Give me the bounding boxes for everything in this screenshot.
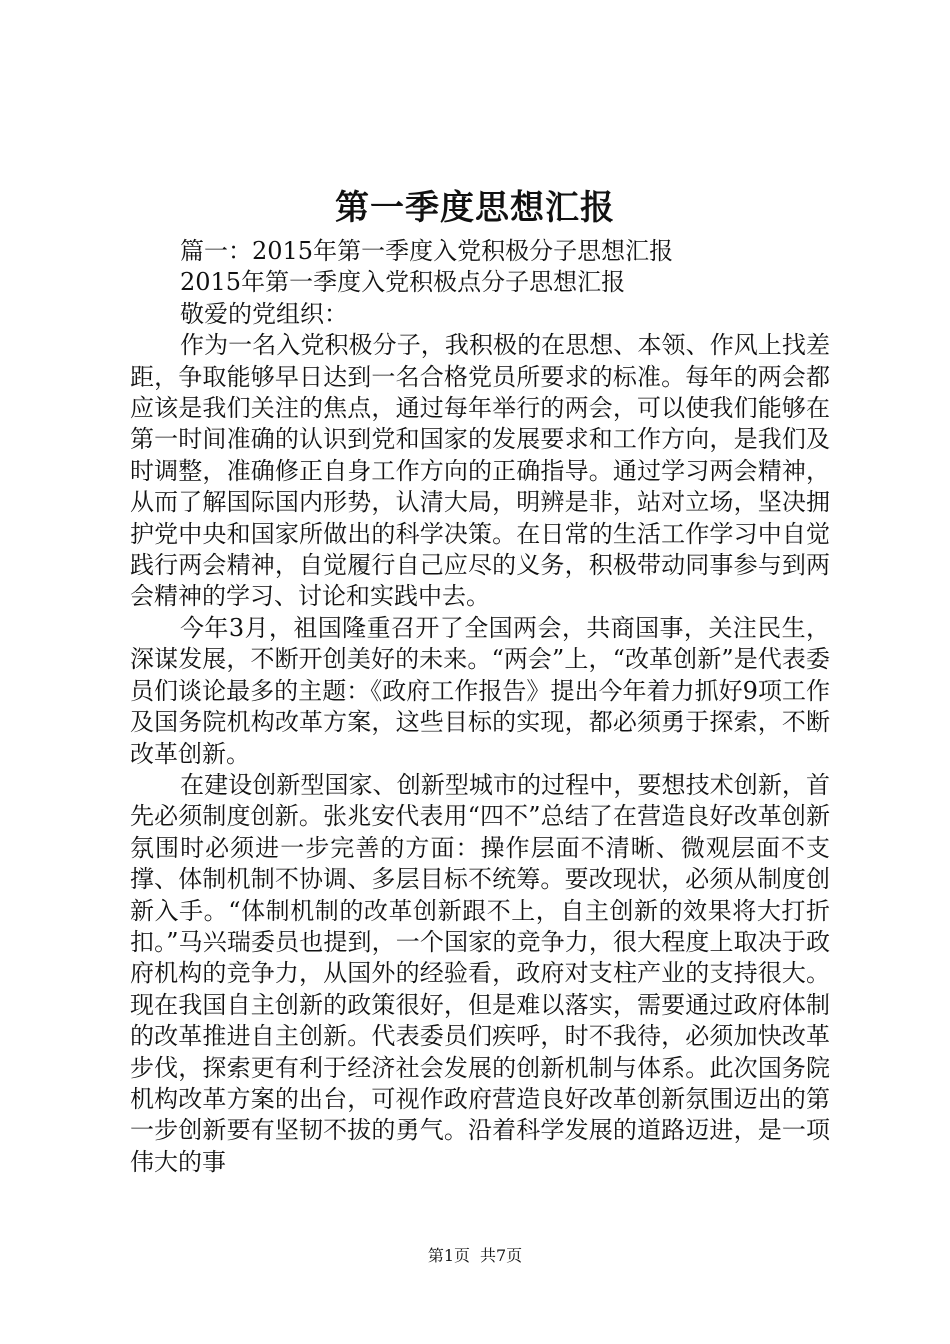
paragraph-section-heading: 篇一：2015年第一季度入党积极分子思想汇报 <box>180 237 674 265</box>
page-footer <box>0 1246 950 1266</box>
paragraph-subtitle: 2015年第一季度入党积极点分子思想汇报 <box>180 268 626 297</box>
page-total: 共7页 <box>480 1246 523 1265</box>
paragraph-body-2: 今年3月，祖国隆重召开了全国两会，共商国事，关注民生，深谋发展，不断开创美好的未来。“两会”上，“改革创新”是代表委员们谈论最多的主题：《政府工作报告》提出今年着力抓好9项工作及国务院机构改革方案，这些目标的实现，都必须勇于探索，不断改革创新。 <box>130 613 830 768</box>
paragraph-body-3: 在建设创新型国家、创新型城市的过程中，要想技术创新，首先必须制度创新。张兆安代表用“四不”总结了在营造良好改革创新氛围时必须进一步完善的方面：操作层面不清晰、微观层面不支撑、体制机制不协调、多层目标不统筹。要改现状，必须从制度创新入手。“体制机制的改革创新跟不上，自主创新的效果将大打折扣。”马兴瑞委员也提到，一个国家的竞争力，很大程度上取决于政府机构的竞争力，从国外的经验看，政府对支柱产业的支持很大。现在我国自主创新的政策很好，但是难以落实，需要通过政府体制的改革推进自主创新。代表委员们疾呼，时不我待，必须加快改革步伐，探索更有利于经济社会发展的创新机制与体系。此次国务院机构改革方案的出台，可视作政府营造良好改革创新氛围迈出的第一步创新要有坚韧不拔的勇气。沿着科学发展的道路迈进，是一项伟大的事 <box>130 770 830 1176</box>
document-title: 第一季度思想汇报 <box>335 188 615 228</box>
paragraph-body-1: 作为一名入党积极分子，我积极的在思想、本领、作风上找差距，争取能够早日达到一名合格党员所要求的标准。每年的两会都应该是我们关注的焦点，通过每年举行的两会，可以使我们能够在第一时间准确的认识到党和国家的发展要求和工作方向，是我们及时调整，准确修正自身工作方向的正确指导。通过学习两会精神，从而了解国际国内形势，认清大局，明辨是非，站对立场，坚决拥护党中央和国家所做出的科学决策。在日常的生活工作学习中自觉践行两会精神，自觉履行自己应尽的义务，积极带动同事参与到两会精神的学习、讨论和实践中去。 <box>130 331 830 611</box>
paragraph-salutation: 敬爱的党组织： <box>180 299 348 328</box>
document-body <box>130 236 830 1178</box>
page-number: 第1页 <box>427 1246 470 1265</box>
